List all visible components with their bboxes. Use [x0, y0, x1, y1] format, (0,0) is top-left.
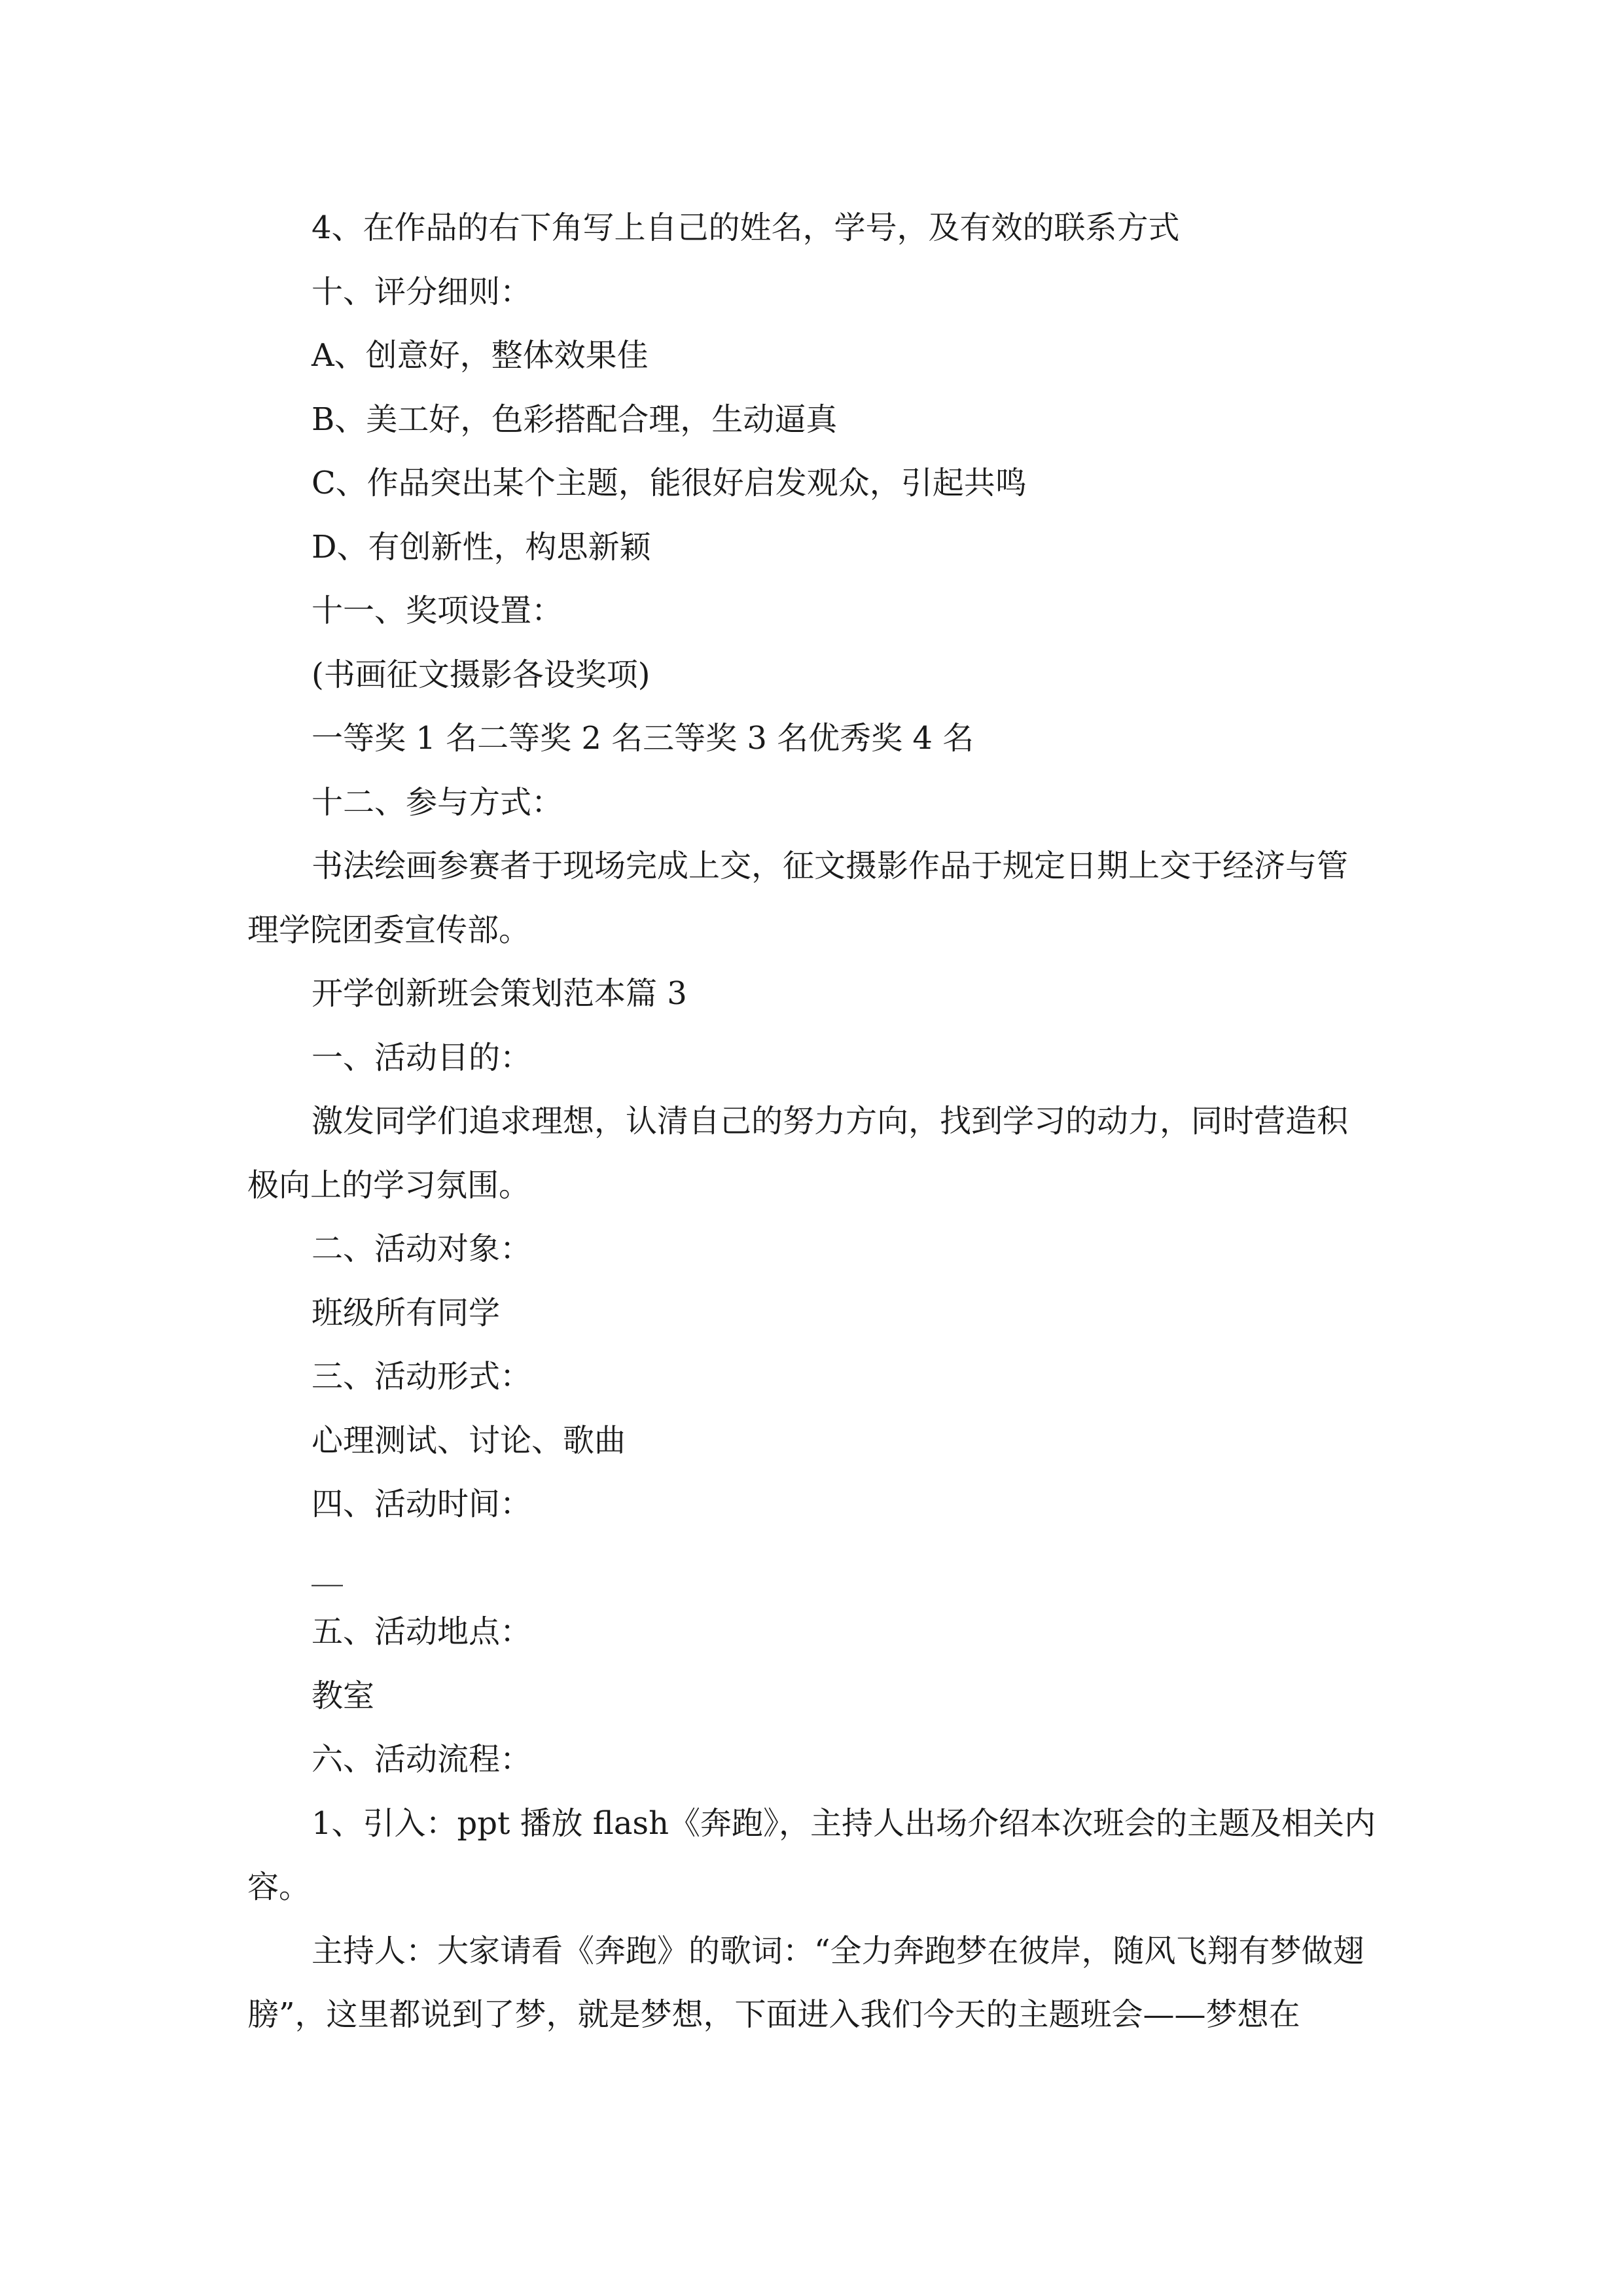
paragraph: (书画征文摄影各设奖项)	[312, 656, 651, 693]
section-heading: 四、活动时间：	[312, 1486, 532, 1522]
paragraph: A、创意好，整体效果佳	[312, 337, 649, 374]
paragraph: D、有创新性，构思新颖	[312, 528, 651, 565]
paragraph: 主持人：大家请看《奔跑》的歌词：“全力奔跑梦在彼岸，随风飞翔有梦做翅膀”，这里都说到了梦，就是梦想，下面进入我们今天的主题班会——梦想在	[247, 1932, 1364, 2033]
section-heading: 二、活动对象：	[312, 1230, 532, 1267]
paragraph: 1、引入：ppt 播放 flash《奔跑》，主持人出场介绍本次班会的主题及相关内容。	[247, 1804, 1376, 1905]
document-title: 开学创新班会策划范本篇 3	[312, 975, 687, 1012]
section-heading: 五、活动地点：	[312, 1613, 532, 1650]
paragraph: 书法绘画参赛者于现场完成上交，征文摄影作品于规定日期上交于经济与管理学院团委宣传部。	[247, 848, 1349, 948]
section-heading: 六、活动流程：	[312, 1741, 532, 1778]
paragraph: 4、在作品的右下角写上自己的姓名，学号，及有效的联系方式	[312, 209, 1180, 246]
paragraph: B、美工好，色彩搭配合理，生动逼真	[312, 401, 838, 438]
section-heading: 十、评分细则：	[312, 273, 532, 310]
section-heading: 十二、参与方式：	[312, 783, 563, 821]
blank-value: __	[312, 1549, 343, 1587]
paragraph: 班级所有同学	[312, 1294, 501, 1331]
paragraph: 教室	[312, 1677, 375, 1714]
paragraph: C、作品突出某个主题，能很好启发观众，引起共鸣	[312, 465, 1027, 501]
document-body	[247, 196, 1377, 2047]
paragraph: 一等奖 1 名二等奖 2 名三等奖 3 名优秀奖 4 名	[312, 720, 974, 757]
section-heading: 十一、奖项设置：	[312, 592, 563, 629]
paragraph: 激发同学们追求理想，认清自己的努力方向，找到学习的动力，同时营造积极向上的学习氛围。	[247, 1103, 1349, 1204]
section-heading: 三、活动形式：	[312, 1358, 532, 1395]
paragraph: 心理测试、讨论、歌曲	[312, 1422, 626, 1459]
section-heading: 一、活动目的：	[312, 1039, 532, 1076]
